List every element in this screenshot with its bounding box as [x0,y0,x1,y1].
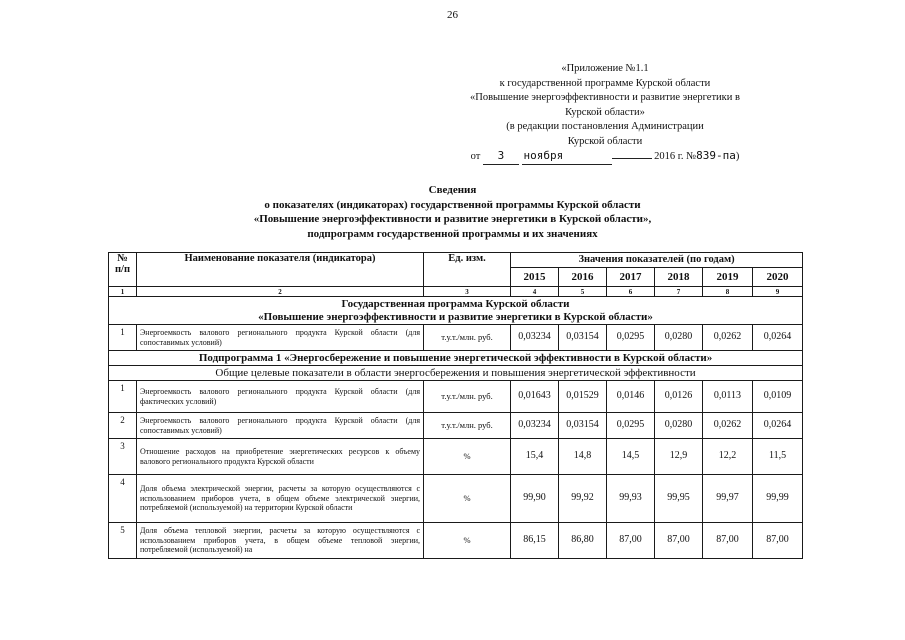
header-year: 2016 [559,268,607,287]
column-index: 3 [424,287,511,297]
column-index: 2 [137,287,424,297]
row-value: 14,8 [559,439,607,475]
column-index: 8 [703,287,753,297]
table-row [109,523,803,559]
row-unit: т.у.т./млн. руб. [424,325,511,351]
row-value: 0,0262 [703,413,753,439]
header-year: 2020 [753,268,803,287]
heading-line: подпрограмм государственной программы и их значениях [307,227,598,240]
row-value: 86,80 [559,523,607,559]
column-index: 4 [511,287,559,297]
program-section-title: Государственная программа Курской области «Повышение энергоэффективности и развитие энергетики в Курской области» [109,297,803,325]
heading-title: Сведения [428,184,477,196]
row-num: 4 [109,475,137,523]
date-day: 3 [483,149,519,165]
header-unit: Ед. изм. [424,253,511,287]
column-index: 5 [559,287,607,297]
indicators-table [108,252,803,559]
row-value: 99,95 [655,475,703,523]
row-value: 99,90 [511,475,559,523]
header-values-group: Значения показателей (по годам) [511,253,803,268]
row-value: 86,15 [511,523,559,559]
heading-line: о показателях (индикаторах) государственной программы Курской области [264,198,641,211]
row-value: 0,03234 [511,325,559,351]
row-value: 99,92 [559,475,607,523]
row-unit: т.у.т./млн. руб. [424,413,511,439]
date-year: 2016 г. № [654,151,697,162]
row-value: 0,01529 [559,381,607,413]
row-num: 1 [109,325,137,351]
row-value: 0,0295 [607,413,655,439]
date-number: 839-па [696,149,736,162]
row-num: 5 [109,523,137,559]
row-name: Энергоемкость валового регионального продукта Курской области (для фактических условий) [137,381,424,413]
date-prefix: от [470,151,481,162]
header-year: 2017 [607,268,655,287]
row-value: 0,03154 [559,325,607,351]
header-year: 2019 [703,268,753,287]
column-index: 9 [753,287,803,297]
row-value: 0,0109 [753,381,803,413]
page-number: 26 [447,9,458,21]
row-name: Энергоемкость валового регионального продукта Курской области (для сопоставимых условий) [137,413,424,439]
column-index: 6 [607,287,655,297]
row-unit: т.у.т./млн. руб. [424,381,511,413]
row-value: 87,00 [753,523,803,559]
appendix-line: Курской области [567,135,643,147]
row-unit: % [424,439,511,475]
row-value: 0,03154 [559,413,607,439]
document-heading [0,183,905,241]
table-row [109,381,803,413]
row-value: 0,0295 [607,325,655,351]
subprogram-title: Подпрограмма 1 «Энергосбережение и повышение энергетической эффективности в Курской области» [109,351,803,366]
row-name: Энергоемкость валового регионального продукта Курской области (для сопоставимых условий) [137,325,424,351]
appendix-line: к государственной программе Курской области [499,77,711,89]
row-value: 14,5 [607,439,655,475]
header-num: № п/п [109,253,137,287]
row-value: 0,01643 [511,381,559,413]
row-name: Доля объема электрической энергии, расчеты за которую осуществляются с использованием приборов учета, в общем объеме электрической энергии, потребляемой (используемой) на территории Курской области [137,475,424,523]
row-value: 0,0113 [703,381,753,413]
row-unit: % [424,523,511,559]
row-value: 0,0262 [703,325,753,351]
appendix-block [435,62,775,165]
column-index: 7 [655,287,703,297]
general-indicators-title: Общие целевые показатели в области энергосбережения и повышения энергетической эффективности [109,366,803,381]
row-value: 99,97 [703,475,753,523]
row-value: 87,00 [703,523,753,559]
table-row [109,413,803,439]
row-name: Доля объема тепловой энергии, расчеты за которую осуществляются с использованием приборов учета, в общем объеме тепловой энергии, потребляемой (используемой) на [137,523,424,559]
appendix-line: «Приложение №1.1 [561,63,649,74]
appendix-line: Курской области» [565,106,645,118]
row-value: 0,0280 [655,413,703,439]
row-value: 87,00 [655,523,703,559]
row-name: Отношение расходов на приобретение энергетических ресурсов к объему валового регионального продукта Курской области [137,439,424,475]
appendix-line: (в редакции постановления Администрации [506,121,704,132]
appendix-line: «Повышение энергоэффективности и развитие энергетики в [470,92,740,103]
date-suffix: ) [735,151,740,162]
row-value: 0,0126 [655,381,703,413]
heading-line: «Повышение энергоэффективности и развитие энергетики в Курской области», [253,213,652,225]
row-value: 99,99 [753,475,803,523]
row-value: 0,0146 [607,381,655,413]
row-value: 0,0264 [753,325,803,351]
row-value: 0,03234 [511,413,559,439]
header-year: 2015 [511,268,559,287]
row-value: 87,00 [607,523,655,559]
date-month: ноября [522,149,612,165]
row-value: 0,0280 [655,325,703,351]
row-value: 11,5 [753,439,803,475]
table-row [109,325,803,351]
row-value: 15,4 [511,439,559,475]
row-value: 99,93 [607,475,655,523]
row-unit: % [424,475,511,523]
row-value: 0,0264 [753,413,803,439]
appendix-date-line [435,149,775,165]
table-row [109,475,803,523]
row-num: 2 [109,413,137,439]
row-num: 3 [109,439,137,475]
header-name: Наименование показателя (индикатора) [137,253,424,287]
row-value: 12,2 [703,439,753,475]
table-row [109,439,803,475]
date-blank [612,158,652,159]
column-index: 1 [109,287,137,297]
row-num: 1 [109,381,137,413]
row-value: 12,9 [655,439,703,475]
header-year: 2018 [655,268,703,287]
